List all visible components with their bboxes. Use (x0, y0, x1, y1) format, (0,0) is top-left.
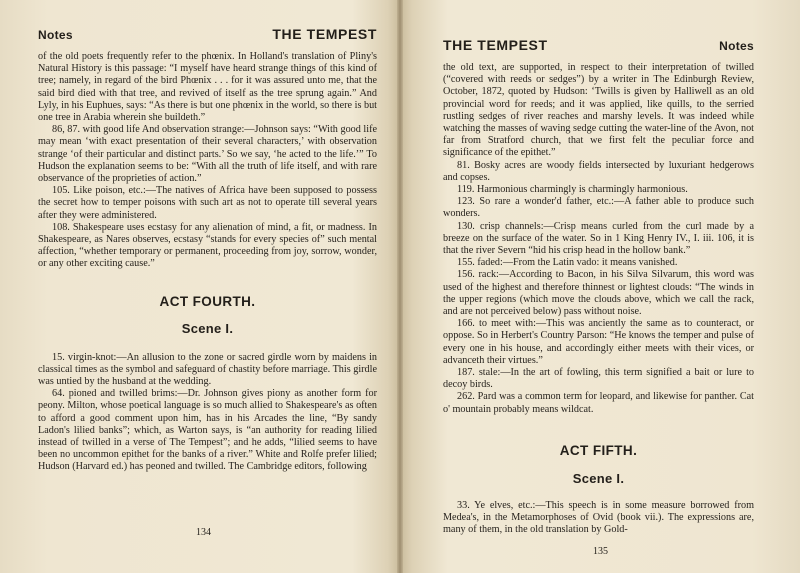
note-paragraph: of the old poets frequently refer to the phœnix. In Holland's translation of Pliny's Natural History is this passage: “I myself have heard strange things of this kind of tree; namely, in regard of the bird Phœnix . . . for it was assured unto me, that the said bird died with that tree, and revived of itself as the tree sprung again.” And Lyly, in his Euphues, says: “As there is but one phœnix in the world, so there is but one tree in Arabia wherein she buildeth.” (38, 51, 377, 124)
note-paragraph: 187. stale:—In the art of fowling, this term signified a bait or lure to decoy birds. (443, 367, 754, 391)
note-paragraph: 15. virgin-knot:—An allusion to the zone or sacred girdle worn by maidens in classical times as the symbol and safeguard of chastity before marriage. This girdle was untied by the husband at the wedding. (38, 351, 378, 388)
note-paragraph: 108. Shakespeare uses ecstasy for any alienation of mind, a fit, or madness. In Shakespeare, as Nares observes, ecstasy “stands for every species of” such mental affection, “whether temporary or permanent, proceeding from joy, sorrow, wonder, or any other exciting cause.” (38, 221, 377, 270)
note-paragraph: 262. Pard was a common term for leopard, and likewise for panther. Cat o' mountain probably means wildcat. (443, 391, 754, 415)
note-paragraph: 81. Bosky acres are woody fields intersected by luxuriant hedgerows and copses. (443, 159, 754, 183)
act-heading: ACT FOURTH. (159, 293, 256, 309)
right-notes-body (443, 62, 754, 416)
left-page (0, 0, 397, 573)
act-heading: ACT FIFTH. (559, 442, 638, 458)
note-paragraph: 156. rack:—According to Bacon, in his Silva Silvarum, this word was used of the highest and therefore thinnest or lightest clouds: “The winds in the upper regions (which move the clouds above, which we call the rack, and are not perceived below) pass without noise. (443, 269, 754, 318)
note-paragraph: 155. faded:—From the Latin vado: it means vanished. (457, 257, 678, 269)
note-paragraph: 64. pioned and twilled brims:—Dr. Johnson gives piony as another form for peony. Milton, whose poetical language is so much allied to Shakespeare's as often to afford a good comment upon him, has in his Arcades the line, “By sandy Ladon's lilied banks”; which, as Warton says, is “an authority for reading lilied instead of twilled in a verse of The Tempest”; and he adds, “lilied seems to have been no uncommon epithet for the banks of a river.” White and Rolfe prefer lilied; Hudson (Harvard ed.) has peoned and twilled. The Cambridge editors, following (38, 388, 377, 473)
left-page-number: 134 (196, 527, 211, 538)
right-page (403, 0, 800, 573)
right-header-title: THE TEMPEST (443, 37, 548, 53)
right-page-number: 135 (593, 546, 608, 557)
left-notes-body-continued (38, 352, 377, 474)
left-header-notes: Notes (38, 28, 73, 42)
scene-heading: Scene I. (181, 320, 234, 336)
left-notes-body (38, 51, 377, 271)
note-paragraph: the old text, are supported, in respect to their interpretation of twilled (“covered with reeds or sedges”) by a writer in The Edinburgh Review, October, 1872, quoted by Hudson: ‘Twills is given by Halliwell as an old provincial word for reeds; and it was applied, like quills, to the serried rustling sedges of river reaches and marshy levels. It was indeed while watching the masses of waving sedge cutting the water-line of the Avon, not far from Stratford church, that we first felt the peculiar force and significance of the epithet.” (443, 62, 754, 159)
note-paragraph: 123. So rare a wonder'd father, etc.:—A father able to produce such wonders. (443, 196, 754, 220)
right-running-head (443, 37, 754, 53)
right-header-notes: Notes (719, 39, 754, 53)
note-paragraph: 130. crisp channels:—Crisp means curled from the curl made by a breeze on the surface of the water. So in 1 King Henry IV., I. iii. 106, it is that the river Severn “hid his crisp head in the hollow bank.” (443, 220, 754, 257)
note-paragraph: 166. to meet with:—This was anciently the same as to counteract, or oppose. So in Herbert's Country Parson: “He knows the temper and pulse of every one in his house, and accordingly either meets with their vices, or advanceth their virtues.” (443, 318, 754, 366)
note-paragraph: 105. Like poison, etc.:—The natives of Africa have been supposed to possess the secret how to temper poisons with such art as not to operate till several years after they were administered. (38, 185, 377, 221)
note-paragraph: 86, 87. with good life And observation strange:—Johnson says: “With good life may mean ‘with exact presentation of their several characters,’ with observation strange ‘of their particular and distinct parts.’ So we say, ‘he acted to the life.’” To Hudson the explanation seems to be: “With all the truth of life itself, and with rare observance of the proprieties of action.” (38, 124, 377, 185)
scene-heading: Scene I. (572, 470, 625, 486)
right-notes-body-continued (443, 500, 754, 537)
left-running-head (38, 26, 377, 42)
left-header-title: THE TEMPEST (272, 26, 377, 42)
note-paragraph: 33. Ye elves, etc.:—This speech is in some measure borrowed from Medea's, in the Metamorphoses of Ovid (book vii.). The expressions are, many of them, in the old translation by Gold- (443, 499, 754, 536)
note-paragraph: 119. Harmonious charmingly is charmingly harmonious. (457, 184, 688, 196)
